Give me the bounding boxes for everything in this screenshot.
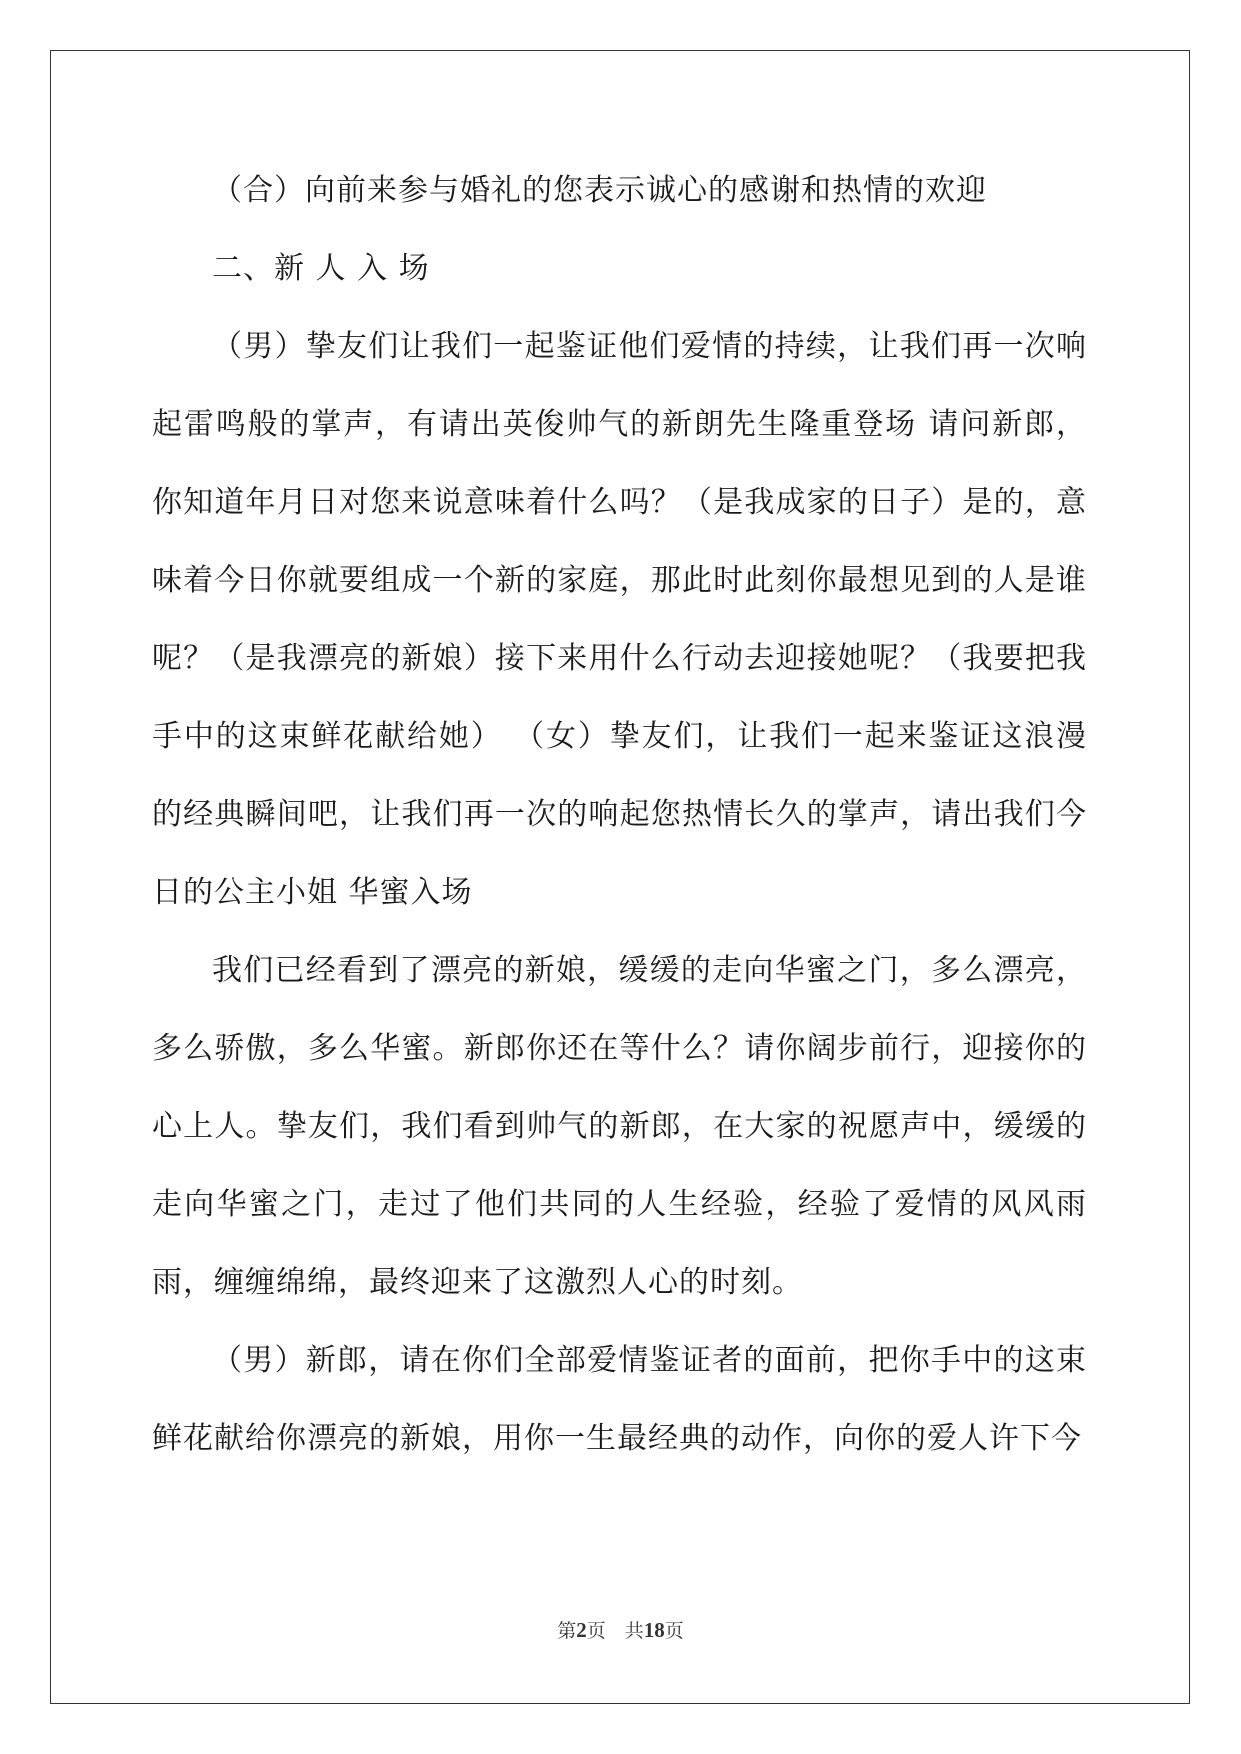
footer-prefix: 第 (557, 1620, 577, 1642)
paragraph-bride-entrance: 我们已经看到了漂亮的新娘，缓缓的走向华蜜之门，多么漂亮，多么骄傲，多么华蜜。新郎你还在等什么？请你阔步前行，迎接你的心上人。挚友们，我们看到帅气的新郎，在大家的祝愿声中，缓缓的走向华蜜之门，走过了他们共同的人生经验，经验了爱情的风风雨雨，缠缠绵绵，最终迎来了这激烈人心的时刻。 (152, 953, 1087, 1300)
paragraph-groom-entrance: （男）挚友们让我们一起鉴证他们爱情的持续，让我们再一次响起雷鸣般的掌声，有请出英俊帅气的新朗先生隆重登场 请问新郎，你知道年月日对您来说意味着什么吗？（是我成家的日子）是的，意味着今日你就要组成一个新的家庭，那此时此刻你最想见到的人是谁呢？（是我漂亮的新娘）接下来用什么行动去迎接她呢？（我要把我手中的这束鲜花献给她） （女）挚友们，让我们一起来鉴证这浪漫的经典瞬间吧，让我们再一次的响起您热情长久的掌声，请出我们今日的公主小姐 华蜜入场 (152, 329, 1087, 910)
paragraph-flower-gift: （男）新郎，请在你们全部爱情鉴证者的面前，把你手中的这束鲜花献给你漂亮的新娘，用你一生最经典的动作，向你的爱人许下今 (152, 1343, 1087, 1456)
section-heading-entrance: 二、新 人 入 场 (212, 251, 430, 286)
footer-total-pages: 18 (643, 1618, 665, 1642)
document-body (152, 152, 1087, 1478)
paragraph-closing-welcome: （合）向前来参与婚礼的您表示诚心的感谢和热情的欢迎 (212, 173, 987, 208)
page-footer (0, 1616, 1241, 1643)
footer-mid: 页 共 (586, 1620, 644, 1642)
footer-suffix: 页 (664, 1620, 684, 1642)
footer-page-number: 2 (576, 1618, 587, 1642)
